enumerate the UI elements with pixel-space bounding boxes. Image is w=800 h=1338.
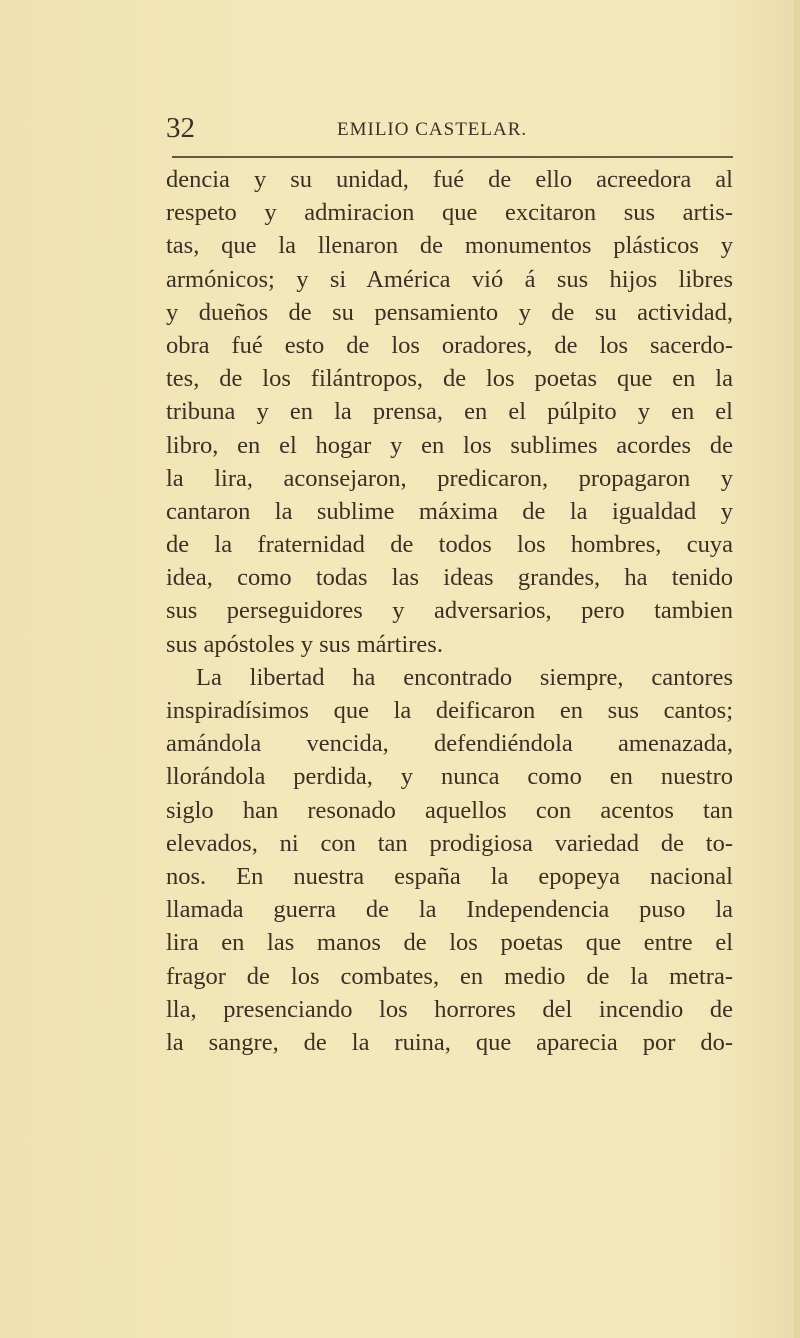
text-line: respeto y admiracion que excitaron sus artis- [166, 199, 733, 227]
running-title: EMILIO CASTELAR. [337, 119, 528, 140]
text-line: siglo han resonado aquellos con acentos tan [166, 796, 733, 824]
text-line: la lira, aconsejaron, predicaron, propagaron y [166, 464, 733, 492]
text-line: dencia y su unidad, fué de ello acreedora al [166, 166, 733, 193]
page-number: 32 [166, 112, 195, 144]
text-line: La libertad ha encontrado siempre, cantores [196, 663, 733, 691]
text-line: nos. En nuestra españa la epopeya nacional [166, 862, 733, 890]
text-line: libro, en el hogar y en los sublimes acordes de [166, 431, 733, 459]
text-line: de la fraternidad de todos los hombres, cuya [166, 531, 733, 559]
text-line: y dueños de su pensamiento y de su actividad, [166, 298, 733, 326]
body-text [166, 163, 733, 1059]
text-line: obra fué esto de los oradores, de los sacerdo- [166, 331, 733, 359]
text-line: elevados, ni con tan prodigiosa variedad de to- [166, 829, 733, 857]
text-line: armónicos; y si América vió á sus hijos libres [166, 265, 733, 293]
text-line: tribuna y en la prensa, en el púlpito y en el [166, 398, 733, 426]
text-line: sus apóstoles y sus mártires. [166, 630, 443, 658]
text-line: tas, que la llenaron de monumentos plásticos y [166, 232, 733, 260]
text-line: llamada guerra de la Independencia puso la [166, 896, 733, 924]
text-line: tes, de los filántropos, de los poetas que en la [166, 365, 733, 393]
text-line: lla, presenciando los horrores del incendio de [166, 995, 733, 1023]
text-line: inspiradísimos que la deificaron en sus cantos; [166, 697, 733, 724]
text-line: fragor de los combates, en medio de la metra- [166, 962, 733, 990]
text-line: llorándola perdida, y nunca como en nuestro [166, 763, 733, 791]
text-line: cantaron la sublime máxima de la igualdad y [166, 497, 733, 525]
page-header [166, 112, 733, 148]
text-line: sus perseguidores y adversarios, pero tambien [166, 597, 733, 625]
text-line: idea, como todas las ideas grandes, ha tenido [166, 564, 733, 592]
text-line: lira en las manos de los poetas que entre el [166, 929, 733, 957]
text-line: amándola vencida, defendiéndola amenazada, [166, 730, 733, 758]
text-line: la sangre, de la ruina, que aparecia por do- [166, 1028, 733, 1056]
header-rule [172, 156, 733, 158]
page-edge [794, 0, 800, 1338]
